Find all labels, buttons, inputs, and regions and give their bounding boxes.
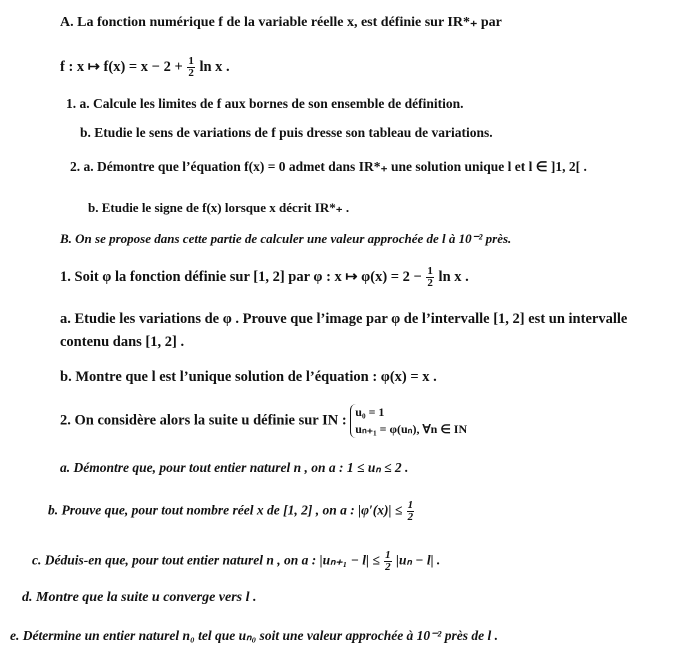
sequence-definition-text: 2. On considère alors la suite u définie sur IN : xyxy=(60,412,347,429)
phi-definition-fraction xyxy=(426,266,434,289)
phi-definition-start: 1. Soit φ la fonction définie sur [1, 2] par φ : x ↦ φ(x) = 2 − xyxy=(60,268,422,285)
function-definition-lhs: f : x ↦ f(x) = x − 2 + xyxy=(60,58,183,75)
phi-definition-end: ln x . xyxy=(438,268,469,285)
part-b-question-a-line2: contenu dans [1, 2] . xyxy=(60,334,185,350)
function-definition xyxy=(60,56,230,79)
part-b-question-2c xyxy=(32,550,440,573)
part-b-question-b: b. Montre que l est l’unique solution de l’équation : φ(x) = x . xyxy=(60,369,437,385)
derivative-bound-fraction xyxy=(407,500,415,523)
fraction-numerator: 1 xyxy=(407,499,414,511)
part-b-intro: B. On se propose dans cette partie de calculer une valeur approchée de l à 10⁻² près. xyxy=(60,231,512,246)
part-a-intro: A. La fonction numérique f de la variable réelle x, est définie sur IR*₊ par xyxy=(60,15,502,30)
fraction-denominator: 2 xyxy=(427,277,433,289)
question-2b: b. Etudie le signe de f(x) lorsque x décrit IR*₊ . xyxy=(88,200,350,215)
sequence-initial-term: u₀ = 1 xyxy=(355,405,385,419)
sequence-system xyxy=(350,404,467,438)
question-1b: b. Etudie le sens de variations de f puis dresse son tableau de variations. xyxy=(80,125,493,140)
part-b-question-2a: a. Démontre que, pour tout entier naturel n , on a : 1 ≤ uₙ ≤ 2 . xyxy=(60,460,409,475)
part-b-question-a-line1: a. Etudie les variations de φ . Prouve que l’image par φ de l’intervalle [1, 2] est un intervalle xyxy=(60,311,628,327)
fraction-numerator: 1 xyxy=(188,55,194,67)
fraction-denominator: 2 xyxy=(188,67,194,79)
function-definition-fraction xyxy=(187,56,195,79)
question-2a: 2. a. Démontre que l’équation f(x) = 0 admet dans IR*₊ une solution unique l et l ∈ ]1, 2[ . xyxy=(70,159,587,174)
fraction-numerator: 1 xyxy=(427,265,433,277)
contraction-end: |uₙ − l| . xyxy=(396,552,441,568)
derivative-bound-text: b. Prouve que, pour tout nombre réel x de [1, 2] , on a : |φ′(x)| ≤ xyxy=(48,502,403,518)
question-1a: 1. a. Calcule les limites de f aux bornes de son ensemble de définition. xyxy=(66,96,464,111)
part-b-question-2e: e. Détermine un entier naturel n₀ tel que uₙ₀ soit une valeur approchée à 10⁻² près de l . xyxy=(10,628,498,643)
sequence-recurrence: uₙ₊₁ = φ(uₙ), ∀n ∈ IN xyxy=(355,422,468,436)
contraction-text: c. Déduis-en que, pour tout entier naturel n , on a : |uₙ₊₁ − l| ≤ xyxy=(32,552,380,568)
part-b-question-2b xyxy=(48,500,415,523)
fraction-numerator: 1 xyxy=(385,549,391,561)
fraction-denominator: 2 xyxy=(385,561,391,573)
fraction-denominator: 2 xyxy=(407,511,414,523)
part-b-question-2 xyxy=(60,404,467,438)
contraction-fraction xyxy=(384,550,392,573)
part-b-question-2d: d. Montre que la suite u converge vers l . xyxy=(22,590,257,605)
function-definition-rhs: ln x . xyxy=(199,58,230,75)
part-b-question-1 xyxy=(60,266,469,289)
